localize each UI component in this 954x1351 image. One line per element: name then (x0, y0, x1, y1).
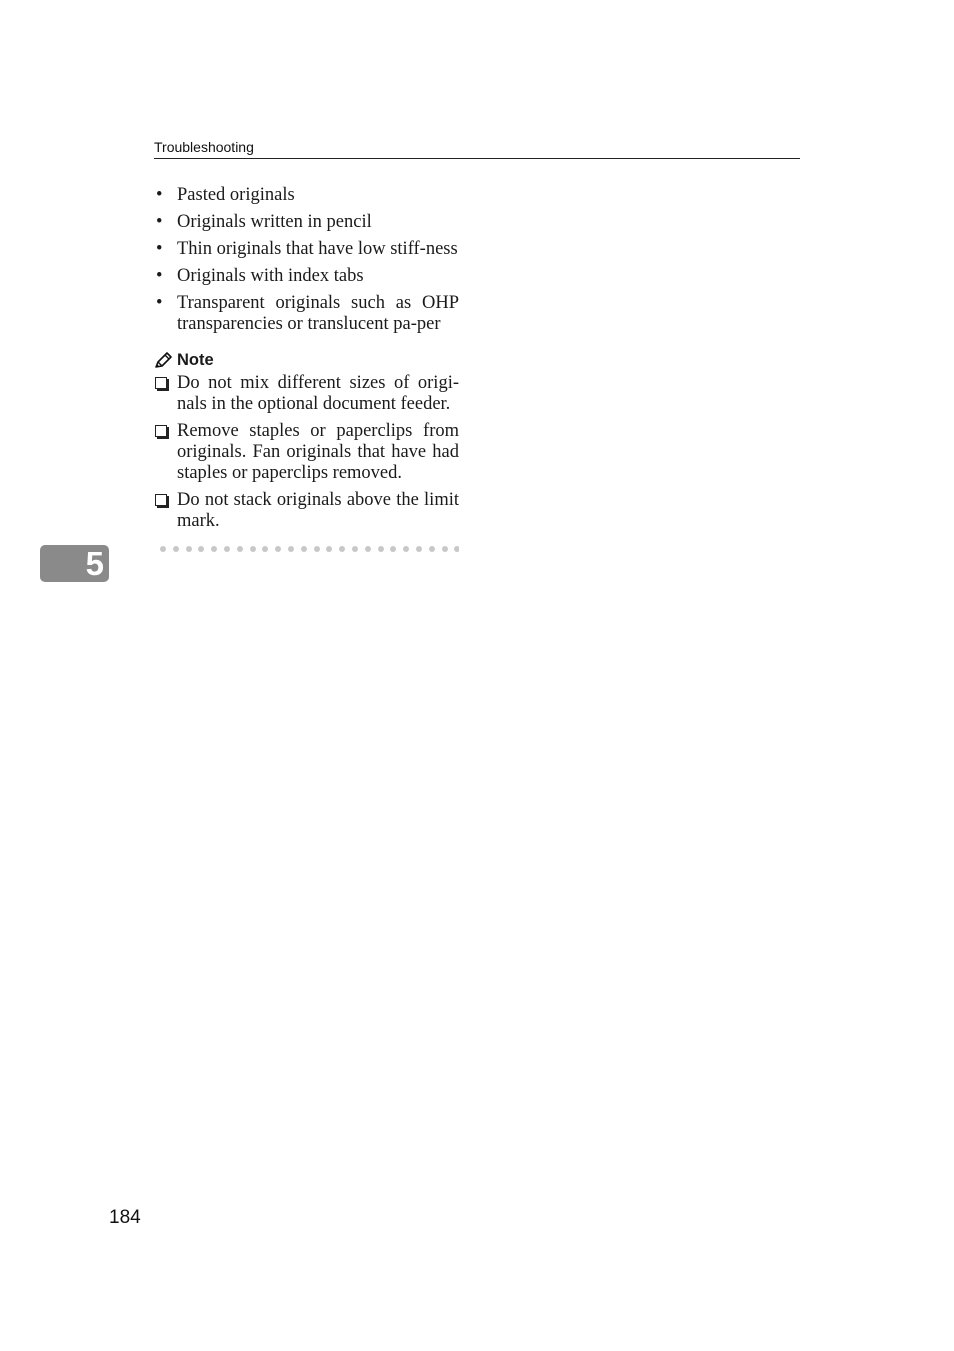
running-header: Troubleshooting (154, 139, 254, 155)
divider-dot (390, 546, 396, 552)
list-item: • Originals written in pencil (156, 212, 372, 232)
divider-dot (198, 546, 204, 552)
divider-dot (352, 546, 358, 552)
list-item: • Transparent originals such as OHP transparencies or translucent pa-per (156, 293, 459, 334)
bullet-icon: • (156, 239, 163, 259)
bullet-list (154, 185, 459, 335)
divider-dot (160, 546, 166, 552)
divider-dot (237, 546, 243, 552)
chapter-tab (40, 545, 109, 582)
divider-dot (314, 546, 320, 552)
divider-dot (403, 546, 409, 552)
divider-dot (250, 546, 256, 552)
divider-dot (173, 546, 179, 552)
list-item: • Thin originals that have low stiff-ness (156, 239, 458, 259)
divider-dot (442, 546, 448, 552)
divider-dot (301, 546, 307, 552)
divider-dot (454, 546, 459, 552)
header-divider (154, 158, 800, 159)
bullet-icon: • (156, 212, 163, 232)
pencil-icon (154, 351, 173, 369)
divider-dot (211, 546, 217, 552)
chapter-number: 5 (85, 545, 103, 582)
divider-dot (186, 546, 192, 552)
divider-dot (365, 546, 371, 552)
list-item: Remove staples or paperclips from originals. Fan originals that have had staples or paperclips removed. (154, 421, 459, 484)
list-item: Do not stack originals above the limit mark. (154, 490, 459, 532)
list-item: • Pasted originals (156, 185, 295, 205)
bullet-icon: • (156, 293, 163, 313)
note-heading: Note (154, 349, 459, 371)
divider-dot (288, 546, 294, 552)
checkbox-icon (155, 425, 167, 437)
divider-dot (378, 546, 384, 552)
divider-dot (339, 546, 345, 552)
checkbox-icon (155, 494, 167, 506)
bullet-icon: • (156, 266, 163, 286)
note-list (154, 373, 459, 532)
checkbox-icon (155, 377, 167, 389)
divider-dot (326, 546, 332, 552)
page-number: 184 (109, 1207, 141, 1228)
divider-dot (275, 546, 281, 552)
divider-dot (224, 546, 230, 552)
dotted-divider (160, 546, 459, 552)
divider-dot (416, 546, 422, 552)
divider-dot (262, 546, 268, 552)
divider-dot (429, 546, 435, 552)
list-item: Do not mix different sizes of origi-nals in the optional document feeder. (154, 373, 459, 415)
main-column (154, 185, 459, 552)
bullet-icon: • (156, 185, 163, 205)
list-item: • Originals with index tabs (156, 266, 364, 286)
